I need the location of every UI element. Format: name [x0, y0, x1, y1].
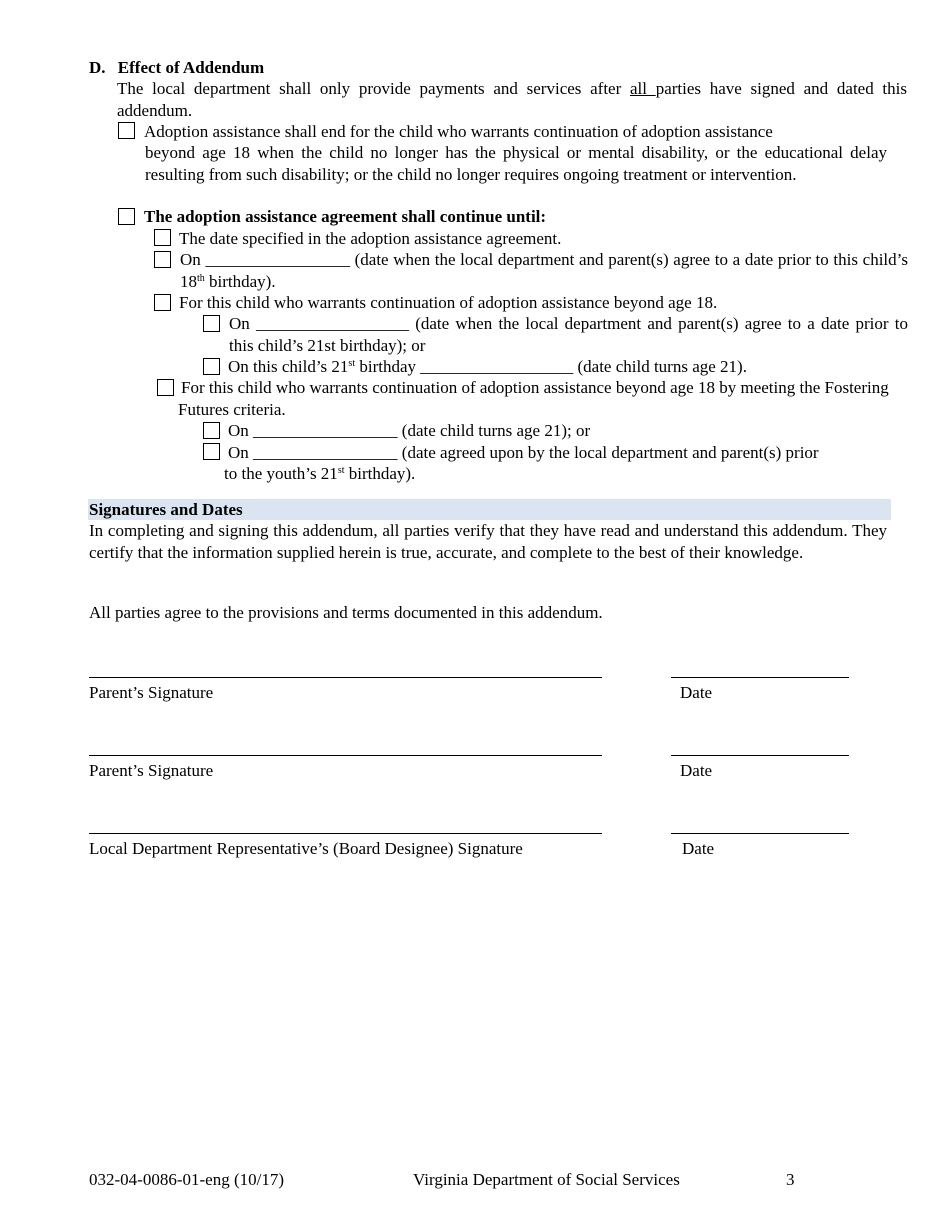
date-specified-checkbox[interactable] — [154, 229, 171, 246]
on-birthday-text: On this child’s 21 — [228, 357, 349, 376]
on-agreed-checkbox[interactable] — [203, 443, 220, 460]
end-assistance-first-line: Adoption assistance shall end for the child who warrants continuation of adoption assistance — [144, 122, 773, 141]
signature-line[interactable] — [89, 755, 602, 756]
date-label: Date — [682, 839, 715, 858]
signature-line[interactable] — [89, 677, 602, 678]
signature-line[interactable] — [89, 833, 602, 834]
date-line[interactable] — [671, 833, 849, 834]
on-agreed-text: to the youth’s 21 — [224, 464, 338, 483]
date-label: Date — [680, 683, 713, 702]
intro-underlined: all — [629, 79, 656, 98]
on-agreed-label-line2 — [224, 463, 415, 485]
continue-label: The adoption assistance agreement shall continue until: — [144, 207, 547, 226]
fostering-checkbox[interactable] — [157, 379, 174, 396]
on-birthday-sup: st — [348, 358, 356, 369]
on-21-label: On __________________ (date when the local department and parent(s) agree to a date prior to this child’s 21st birthday); or — [229, 314, 908, 355]
on-birthday-label — [228, 356, 747, 378]
signature-label: Local Department Representative’s (Board Designee) Signature — [89, 839, 523, 858]
on-18-sup: th — [197, 272, 205, 284]
section-title: Effect of Addendum — [117, 58, 265, 77]
date-label: Date — [680, 761, 713, 780]
on-18-suffix: birthday). — [204, 271, 276, 291]
signatures-paragraph: In completing and signing this addendum, all parties verify that they have read and understand this addendum. They certify that the information supplied herein is true, accurate, and complete to the best of their knowledge. — [89, 521, 887, 562]
date-line[interactable] — [671, 677, 849, 678]
intro-text-end: parties have signed and dated this addendum. — [117, 79, 907, 120]
on-agreed-suffix: birthday). — [344, 464, 416, 483]
effect-intro — [117, 78, 907, 121]
beyond-18-checkbox[interactable] — [154, 294, 171, 311]
end-assistance-checkbox[interactable] — [118, 122, 135, 139]
date-specified-label: The date specified in the adoption assistance agreement. — [179, 229, 562, 248]
on-turns-21-checkbox[interactable] — [203, 422, 220, 439]
on-birthday-checkbox[interactable] — [203, 358, 220, 375]
beyond-18-label: For this child who warrants continuation of adoption assistance beyond age 18. — [179, 293, 718, 312]
footer-page-number: 3 — [786, 1170, 795, 1189]
fostering-label: For this child who warrants continuation of adoption assistance beyond age 18 by meeting the Fostering Futures criteria. — [178, 378, 889, 419]
footer-agency: Virginia Department of Social Services — [413, 1170, 680, 1189]
footer-form-id: 032-04-0086-01-eng (10/17) — [89, 1170, 284, 1189]
on-18-checkbox[interactable] — [154, 251, 171, 268]
on-agreed-sup: st — [337, 465, 345, 476]
on-18-label — [180, 249, 908, 292]
section-d-heading — [89, 57, 264, 79]
continue-checkbox[interactable] — [118, 208, 135, 225]
date-line[interactable] — [671, 755, 849, 756]
end-assistance-rest: beyond age 18 when the child no longer has the physical or mental disability, or the educational delay resulting from such disability; or the child no longer requires ongoing treatment or intervention. — [145, 143, 887, 184]
on-birthday-suffix: birthday __________________ (date child turns age 21). — [355, 357, 747, 376]
signatures-heading: Signatures and Dates — [88, 499, 891, 520]
section-letter: D. — [89, 58, 106, 77]
on-18-text: On _________________ (date when the local department and parent(s) agree to a date prior to this child’s 18 — [180, 250, 908, 291]
on-agreed-label-line1: On _________________ (date agreed upon by the local department and parent(s) prior — [228, 443, 819, 462]
signatures-agree: All parties agree to the provisions and terms documented in this addendum. — [89, 603, 603, 622]
intro-text: The local department shall only provide payments and services after — [117, 79, 630, 98]
on-21-checkbox[interactable] — [203, 315, 220, 332]
signature-label: Parent’s Signature — [89, 683, 214, 702]
on-turns-21-label: On _________________ (date child turns age 21); or — [228, 421, 591, 440]
signature-label: Parent’s Signature — [89, 761, 214, 780]
